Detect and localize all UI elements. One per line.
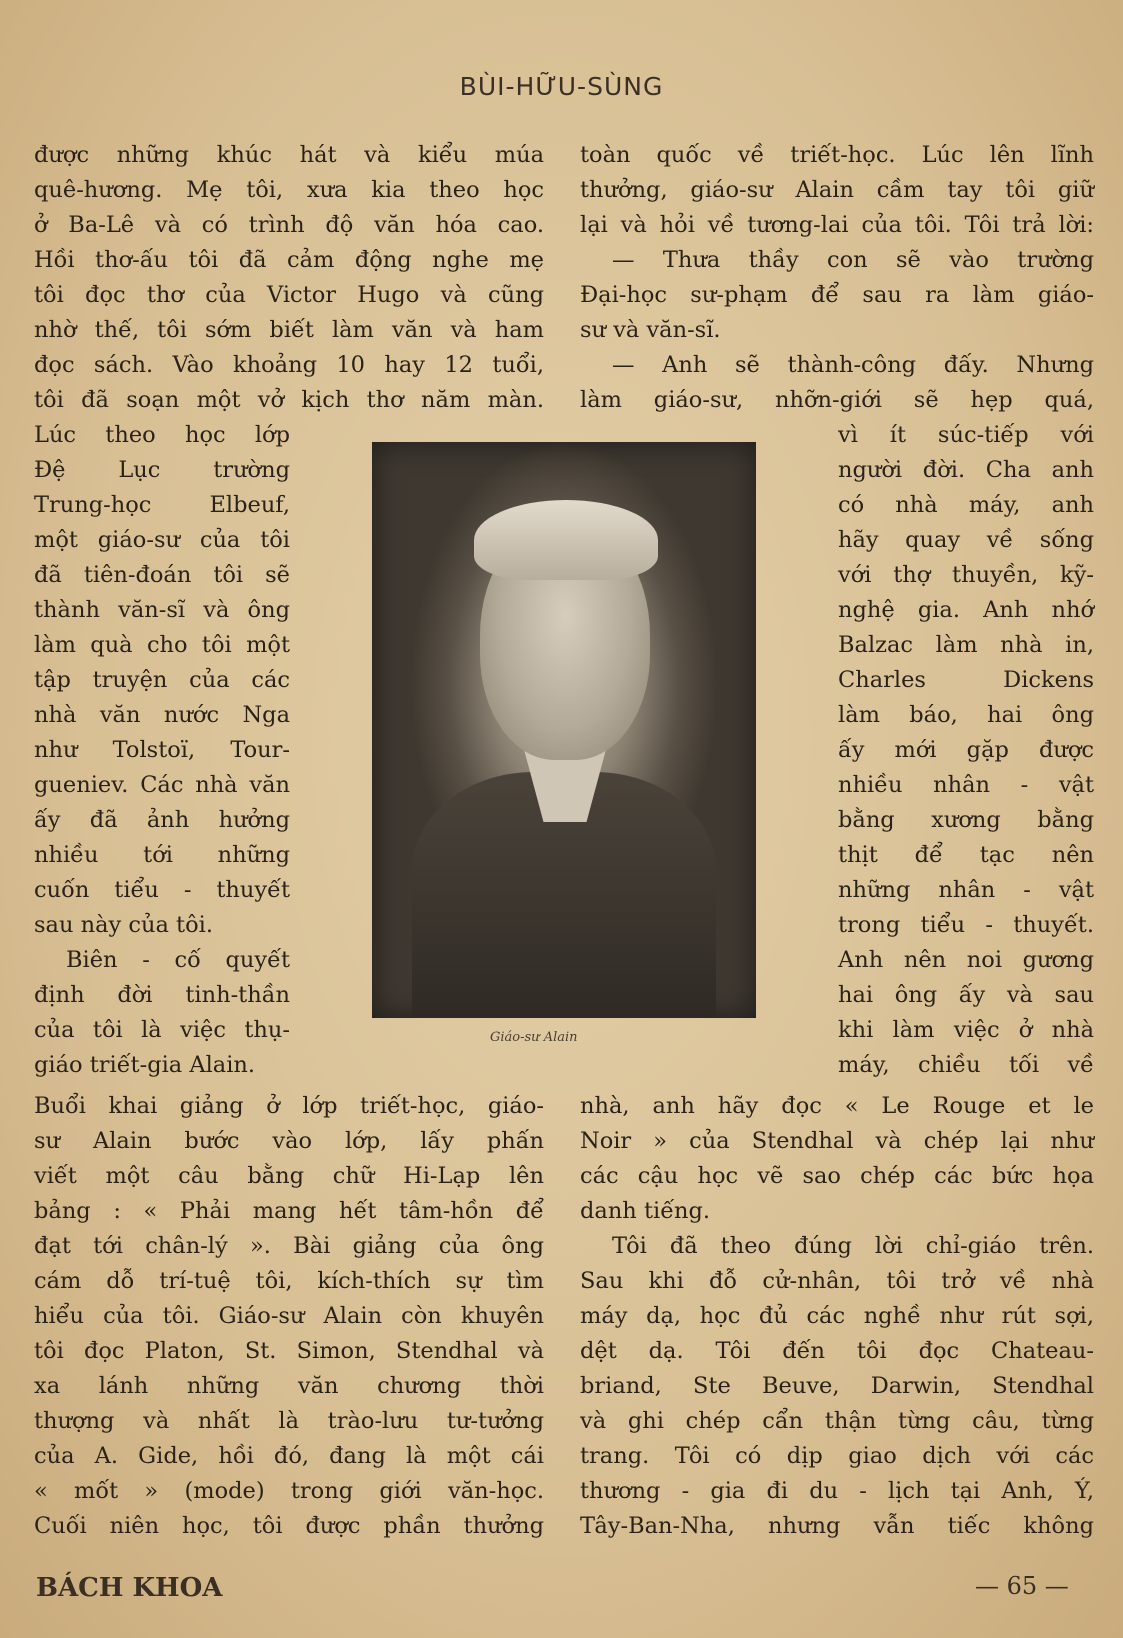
text-line: Charles Dickens [838,667,1094,693]
text-line: ấy mới gặp được [838,737,1094,763]
text-line: Đệ Lục trường [34,457,290,483]
text-line: người đời. Cha anh [838,457,1094,483]
text-line: với thợ thuyền, kỹ- [838,562,1094,588]
text-line: ấy đã ảnh hưởng [34,807,290,833]
text-line: được những khúc hát và kiểu múa [34,142,544,168]
text-line: nhiều tới những [34,842,290,868]
text-line: nhờ thế, tôi sớm biết làm văn và ham [34,317,544,343]
text-line: thành văn-sĩ và ông [34,597,290,623]
text-line: nhiều nhân - vật [838,772,1094,798]
text-line: giáo triết-gia Alain. [34,1052,256,1078]
text-line: của tôi là việc thụ- [34,1017,290,1043]
text-line: máy dạ, học đủ các nghề như rút sợi, [580,1303,1094,1329]
text-line: thịt để tạc nên [838,842,1094,868]
text-line: làm báo, hai ông [838,702,1094,728]
magazine-name: BÁCH KHOA [36,1573,223,1603]
left-column-top [34,138,544,418]
text-line: trong tiểu - thuyết. [838,912,1094,938]
left-column-narrow [34,418,290,1083]
left-column-bottom [34,1089,544,1544]
text-line: như Tolstoï, Tour- [34,737,290,763]
text-line: Đại-học sư-phạm để sau ra làm giáo- [580,282,1094,308]
text-line: toàn quốc về triết-học. Lúc lên lĩnh [580,142,1094,168]
text-line: thượng và nhất là trào-lưu tư-tưởng [34,1408,544,1434]
text-line: Buổi khai giảng ở lớp triết-học, giáo- [34,1093,544,1119]
text-line: cám dỗ trí-tuệ tôi, kích-thích sự tìm [34,1268,544,1294]
text-line: thương - gia đi du - lịch tại Anh, Ý, [580,1478,1094,1504]
text-line: bằng xương bằng [838,807,1094,833]
right-column-top [580,138,1094,418]
text-line: các cậu học vẽ sao chép các bức họa [580,1163,1094,1189]
text-line: Anh nên noi gương [838,947,1094,973]
text-line: hiểu của tôi. Giáo-sư Alain còn khuyên [34,1303,544,1329]
text-line: Balzac làm nhà in, [838,632,1094,658]
text-line: làm quà cho tôi một [34,632,290,658]
text-line: nhà, anh hãy đọc « Le Rouge et le [580,1093,1094,1119]
text-line: gueniev. Các nhà văn [34,772,290,798]
text-line: Tôi đã theo đúng lời chỉ-giáo trên. [612,1233,1094,1259]
text-line: briand, Ste Beuve, Darwin, Stendhal [580,1373,1094,1399]
text-line: đã tiên-đoán tôi sẽ [34,562,290,588]
text-line: — Anh sẽ thành-công đấy. Nhưng [612,352,1094,378]
text-line: sau này của tôi. [34,912,213,938]
text-line: cuốn tiểu - thuyết [34,877,290,903]
right-column-narrow [838,418,1094,1083]
text-line: tôi đọc thơ của Victor Hugo và cũng [34,282,544,308]
text-line: và ghi chép cẩn thận từng câu, từng [580,1408,1094,1434]
right-column-bottom [580,1089,1094,1544]
text-line: sư và văn-sĩ. [580,317,721,343]
text-line: tập truyện của các [34,667,290,693]
text-line: — Thưa thầy con sẽ vào trường [612,247,1094,273]
text-line: làm giáo-sư, nhỡn-giới sẽ hẹp quá, [580,387,1094,413]
text-line: ở Ba-Lê và có trình độ văn hóa cao. [34,212,544,238]
text-line: định đời tinh-thần [34,982,290,1008]
text-line: Hồi thơ-ấu tôi đã cảm động nghe mẹ [34,247,544,273]
text-line: máy, chiều tối về [838,1052,1094,1078]
text-line: có nhà máy, anh [838,492,1094,518]
text-line: Noir » của Stendhal và chép lại như [580,1128,1094,1154]
text-line: Biên - cố quyết [66,947,290,973]
text-line: bảng : « Phải mang hết tâm-hồn để [34,1198,544,1224]
portrait-photo [372,442,756,1018]
text-line: tôi đã soạn một vở kịch thơ năm màn. [34,387,544,413]
text-line: lại và hỏi về tương-lai của tôi. Tôi trả lời: [580,212,1094,238]
text-line: một giáo-sư của tôi [34,527,290,553]
text-line: trang. Tôi có dịp giao dịch với các [580,1443,1094,1469]
text-line: khi làm việc ở nhà [838,1017,1094,1043]
text-line: nhà văn nước Nga [34,702,290,728]
text-line: dệt dạ. Tôi đến tôi đọc Chateau- [580,1338,1094,1364]
text-line: đạt tới chân-lý ». Bài giảng của ông [34,1233,544,1259]
photo-caption: Giáo-sư Alain [490,1030,578,1045]
text-line: Tây-Ban-Nha, nhưng vẫn tiếc không [580,1513,1094,1539]
text-line: xa lánh những văn chương thời [34,1373,544,1399]
text-line: quê-hương. Mẹ tôi, xưa kia theo học [34,177,544,203]
text-line: sư Alain bước vào lớp, lấy phấn [34,1128,544,1154]
text-line: « mốt » (mode) trong giới văn-học. [34,1478,544,1504]
text-line: nghệ gia. Anh nhớ [838,597,1094,623]
text-line: của A. Gide, hồi đó, đang là một cái [34,1443,544,1469]
text-line: viết một câu bằng chữ Hi-Lạp lên [34,1163,544,1189]
text-line: những nhân - vật [838,877,1094,903]
text-line: Lúc theo học lớp [34,422,290,448]
text-line: thưởng, giáo-sư Alain cầm tay tôi giữ [580,177,1094,203]
text-line: hai ông ấy và sau [838,982,1094,1008]
text-line: Sau khi đỗ cử-nhân, tôi trở về nhà [580,1268,1094,1294]
page-number: — 65 — [975,1572,1069,1600]
text-line: tôi đọc Platon, St. Simon, Stendhal và [34,1338,544,1364]
photo-hair [474,500,658,580]
text-line: danh tiếng. [580,1198,711,1224]
text-line: Trung-học Elbeuf, [34,492,290,518]
text-line: Cuối niên học, tôi được phần thưởng [34,1513,544,1539]
text-line: vì ít súc-tiếp với [838,422,1094,448]
text-line: đọc sách. Vào khoảng 10 hay 12 tuổi, [34,352,544,378]
text-line: hãy quay về sống [838,527,1094,553]
running-header: BÙI-HỮU-SÙNG [459,72,664,101]
